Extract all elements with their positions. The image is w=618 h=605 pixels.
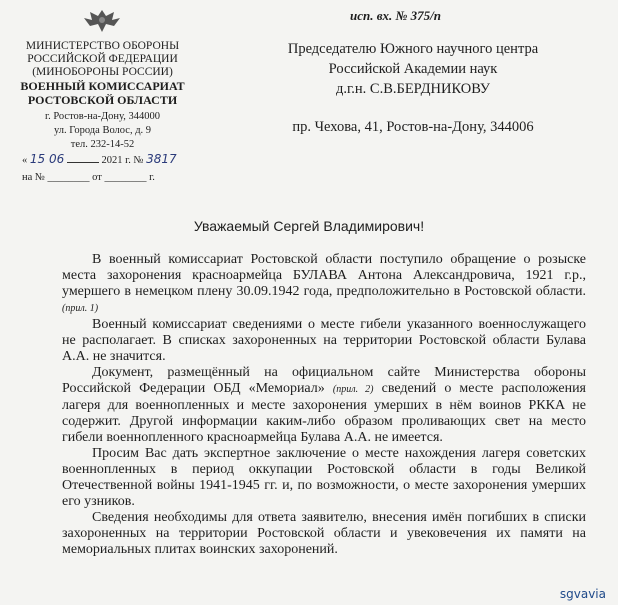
reg-number-handwritten: 3817 (146, 152, 177, 166)
paragraph-4 (62, 446, 586, 510)
phone-line: тел. 232-14-52 (70, 139, 135, 150)
paragraph-2 (62, 317, 586, 365)
paragraph-1 (62, 252, 586, 317)
org-line-3: (МИНОБОРОНЫ РОССИИ) (32, 66, 173, 78)
reg-quote: « (22, 155, 28, 166)
incoming-number: исп. вх. № 375/п (350, 8, 442, 23)
org-line-5: РОСТОВСКОЙ ОБЛАСТИ (27, 93, 178, 107)
addressee-line-3: д.г.н. С.В.БЕРДНИКОВУ (335, 81, 491, 97)
org-line-4: ВОЕННЫЙ КОМИССАРИАТ (20, 79, 185, 93)
watermark: sgvavia (559, 587, 606, 601)
paragraph-3-tail: сведений о месте расположения лагеря для военнопленных и месте захоронения умерших в нём воинов РККА не содержит. Другой информации каким-либо образом проливающих свет на место гибели военнопленного красноармейца Булава А.А. не имеется. (62, 381, 586, 445)
reference-line: на № ________ от ________ г. (22, 172, 155, 183)
reg-year: 2021 г. № (101, 155, 144, 166)
address-line-2: ул. Города Волос, д. 9 (53, 125, 152, 136)
addressee-address: пр. Чехова, 41, Ростов-на-Дону, 344006 (292, 119, 534, 135)
org-line-2: РОССИЙСКОЙ ФЕДЕРАЦИИ (27, 53, 178, 65)
letter-body (62, 252, 586, 558)
addressee-line-1: Председателю Южного научного центра (287, 41, 539, 57)
reg-date-underline (67, 162, 99, 163)
paragraph-3-text: Документ, размещённый на официальном сайте Министерства обороны Российской Федерации ОБД «Мемориал» (62, 365, 586, 396)
addressee-line-2: Российской Академии наук (328, 61, 498, 77)
paragraph-3-note: (прил. 2) (332, 384, 374, 395)
eagle-emblem-icon (72, 6, 132, 36)
paragraph-1-text: В военный комиссариат Ростовской области поступило обращение о розыске места захоронения красноармейца БУЛАВА Антона Александровича, 1921 г.р., умершего в немецком плену 30.09.1942 года, предположительно в Ростовской области. (62, 252, 586, 299)
paragraph-1-note: (прил. 1) (62, 303, 99, 314)
reg-date-handwritten: 15 06 (29, 152, 65, 166)
paragraph-4-text: Просим Вас дать экспертное заключение о месте нахождения лагеря советских военнопленных в период оккупации Ростовской области в годы Великой Отечественной войны 1941-1945 гг. и, по возможности, о месте захоронения умерших его узников. (62, 446, 586, 509)
salutation: Уважаемый Сергей Владимирович! (193, 218, 425, 234)
address-line-1: г. Ростов-на-Дону, 344000 (44, 111, 161, 122)
org-line-1: МИНИСТЕРСТВО ОБОРОНЫ (25, 40, 180, 52)
registration-line (22, 152, 177, 166)
paragraph-5-text: Сведения необходимы для ответа заявителю, внесения имён погибших в списки захороненных на территории Ростовской области и увековечения их памяти на мемориальных плитах воинских захоронений. (62, 510, 586, 557)
paragraph-3 (62, 365, 586, 446)
paragraph-2-text: Военный комиссариат сведениями о месте гибели указанного военнослужащего не располагает. В списках захороненных на территории Ростовской области Булава А.А. не значится. (62, 317, 586, 364)
paragraph-5 (62, 510, 586, 558)
